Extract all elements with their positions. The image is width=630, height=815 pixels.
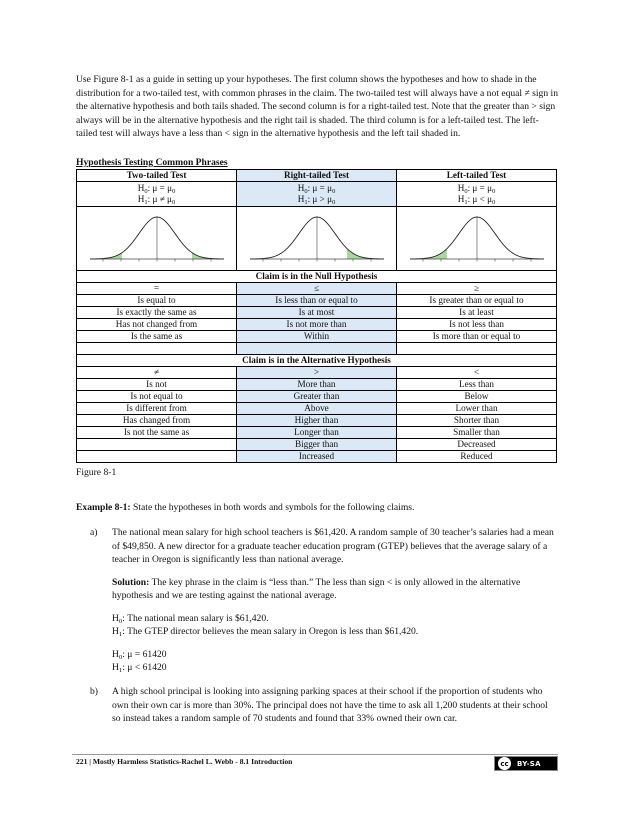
alt-phrase-row — [77, 427, 557, 439]
null-section-heading: Claim is in the Null Hypothesis — [77, 271, 557, 283]
alt-phrase-cell: Is not — [77, 379, 237, 391]
null-phrase-row — [77, 343, 557, 355]
footer-divider — [72, 754, 558, 755]
null-phrase-cell: Is more than or equal to — [397, 331, 557, 343]
solution-text: The key phrase in the claim is “less than.” The less than sign < is only allowed in the alternative hypothesis and we are testing against the national average. — [112, 576, 521, 602]
null-phrase-cell: Is at least — [397, 307, 557, 319]
null-phrase-cell: Is at most — [237, 307, 397, 319]
null-symbol-ge: ≥ — [397, 283, 557, 295]
alt-phrase-cell: Is not the same as — [77, 427, 237, 439]
example-label: Example 8-1: — [76, 502, 131, 513]
null-phrase-cell: Has not changed from — [77, 319, 237, 331]
null-phrase-cell — [77, 343, 237, 355]
alt-phrase-cell: Smaller than — [397, 427, 557, 439]
hypothesis-table — [76, 169, 557, 463]
null-phrase-cell: Is not more than — [237, 319, 397, 331]
null-section-row — [77, 271, 557, 283]
h1-words: $H_1$: The GTEP director believes the mean salary in Oregon is less than $61,420. — [112, 626, 419, 639]
null-phrase-row — [77, 307, 557, 319]
alt-phrase-cell: Longer than — [237, 427, 397, 439]
alt-phrase-cell: Increased — [237, 451, 397, 463]
null-phrase-row — [77, 295, 557, 307]
alt-phrase-cell: Has changed from — [77, 415, 237, 427]
alt-phrase-cell: More than — [237, 379, 397, 391]
right-tailed-hypotheses: $H_0$: $\mu = \mu_0$ $H_1$: $\mu > \mu_0$ — [237, 182, 397, 207]
null-phrase-cell — [397, 343, 557, 355]
alt-phrase-cell: Below — [397, 391, 557, 403]
alt-section-row — [77, 355, 557, 367]
null-phrase-cell: Is equal to — [77, 295, 237, 307]
null-phrase-row — [77, 331, 557, 343]
license-label: BY-SA — [517, 759, 541, 768]
alt-phrase-cell: Decreased — [397, 439, 557, 451]
alt-phrase-cell: Lower than — [397, 403, 557, 415]
two-tailed-curve-figure — [82, 209, 232, 265]
part-a-text: The national mean salary for high school teachers is $61,420. A random sample of 30 teacher’s salaries had a mean of $49,850. A new director for a graduate teacher education program (GTEP) believes that the average salary of a teacher in Oregon is significantly less than national average. — [112, 527, 554, 566]
left-tailed-curve-cell — [397, 207, 557, 271]
alt-phrase-cell: Greater than — [237, 391, 397, 403]
solution-label: Solution: — [112, 576, 150, 588]
example-part-b — [90, 685, 557, 735]
alt-phrase-cell: Less than — [397, 379, 557, 391]
part-b-text: A high school principal is looking into assigning parking spaces at their school if the proportion of students who own their own car is more than 30%. The principal does not have the time to ask all 1,200 students at their school so instead takes a random sample of 70 students and found that 33% owned their own car. — [112, 686, 548, 725]
right-tailed-curve-figure — [242, 209, 392, 265]
part-a-solution — [112, 576, 557, 603]
null-phrases — [77, 295, 557, 355]
alt-phrase-cell: Bigger than — [237, 439, 397, 451]
cc-icon: cc — [498, 757, 511, 770]
alt-phrase-row — [77, 391, 557, 403]
example-prompt: State the hypotheses in both words and symbols for the following claims. — [133, 502, 415, 513]
null-phrase-cell — [237, 343, 397, 355]
header-right-tailed: Right-tailed Test — [237, 170, 397, 182]
h0-symbols: $H_0$: μ = 61420 — [112, 648, 167, 661]
alt-phrase-row — [77, 415, 557, 427]
example-part-a — [90, 526, 557, 675]
alt-phrase-cell: Higher than — [237, 415, 397, 427]
null-phrase-cell: Is not less than — [397, 319, 557, 331]
hypotheses-row — [77, 182, 557, 207]
h0-words: $H_0$: The national mean salary is $61,420. — [112, 612, 269, 625]
page-footer: 221 | Mostly Harmless Statistics-Rachel L. Webb - 8.1 Introduction — [76, 757, 293, 766]
cc-license-badge — [494, 756, 558, 771]
null-symbol-row — [77, 283, 557, 295]
part-b-marker: b) — [90, 686, 98, 697]
null-phrase-cell: Is less than or equal to — [237, 295, 397, 307]
alt-phrases — [77, 379, 557, 463]
null-phrase-cell: Is exactly the same as — [77, 307, 237, 319]
alt-phrase-row — [77, 403, 557, 415]
alt-symbol-row — [77, 367, 557, 379]
example-heading — [76, 502, 414, 513]
alt-symbol-ne: ≠ — [77, 367, 237, 379]
alt-phrase-cell — [77, 451, 237, 463]
alt-phrase-cell: Above — [237, 403, 397, 415]
alt-section-heading: Claim is in the Alternative Hypothesis — [77, 355, 557, 367]
alt-phrase-row — [77, 451, 557, 463]
part-a-marker: a) — [90, 527, 98, 538]
alt-phrase-cell: Is not equal to — [77, 391, 237, 403]
table-title: Hypothesis Testing Common Phrases — [76, 157, 228, 168]
alt-phrase-cell: Shorter than — [397, 415, 557, 427]
alt-phrase-row — [77, 379, 557, 391]
right-tailed-curve-cell — [237, 207, 397, 271]
figure-caption: Figure 8-1 — [76, 467, 117, 478]
null-symbol-le: ≤ — [237, 283, 397, 295]
intro-paragraph: Use Figure 8-1 as a guide in setting up your hypotheses. The first column shows the hypotheses and how to shade in the distribution for a two-tailed test, with common phrases in the claim. The two-tailed test will always have a not equal ≠ sign in the alternative hypothesis and both tails shaded. The second column is for a right-tailed test. Note that the greater than > sign always will be in the alternative hypothesis and the right tail is shaded. The third column is for a left-tailed test. The left-tailed test will always have a less than < sign in the alternative hypothesis and the left tail shaded in. — [76, 74, 559, 140]
h1-symbols: $H_1$: μ < 61420 — [112, 662, 167, 675]
alt-phrase-cell: Reduced — [397, 451, 557, 463]
two-tailed-curve-cell — [77, 207, 237, 271]
alt-phrase-row — [77, 439, 557, 451]
header-left-tailed: Left-tailed Test — [397, 170, 557, 182]
null-phrase-cell: Is the same as — [77, 331, 237, 343]
alt-phrase-cell: Is different from — [77, 403, 237, 415]
left-tailed-hypotheses: $H_0$: $\mu = \mu_0$ $H_1$: $\mu < \mu_0$ — [397, 182, 557, 207]
alt-phrase-cell — [77, 439, 237, 451]
null-symbol-equal: = — [77, 283, 237, 295]
two-tailed-hypotheses: $H_0$: $\mu = \mu_0$ $H_1$: $\mu \ne \mu_0$ — [77, 182, 237, 207]
null-phrase-row — [77, 319, 557, 331]
left-tailed-curve-figure — [402, 209, 552, 265]
alt-symbol-gt: > — [237, 367, 397, 379]
null-phrase-cell: Is greater than or equal to — [397, 295, 557, 307]
null-phrase-cell: Within — [237, 331, 397, 343]
table-header-row — [77, 170, 557, 182]
alt-symbol-lt: < — [397, 367, 557, 379]
curves-row — [77, 207, 557, 271]
header-two-tailed: Two-tailed Test — [77, 170, 237, 182]
